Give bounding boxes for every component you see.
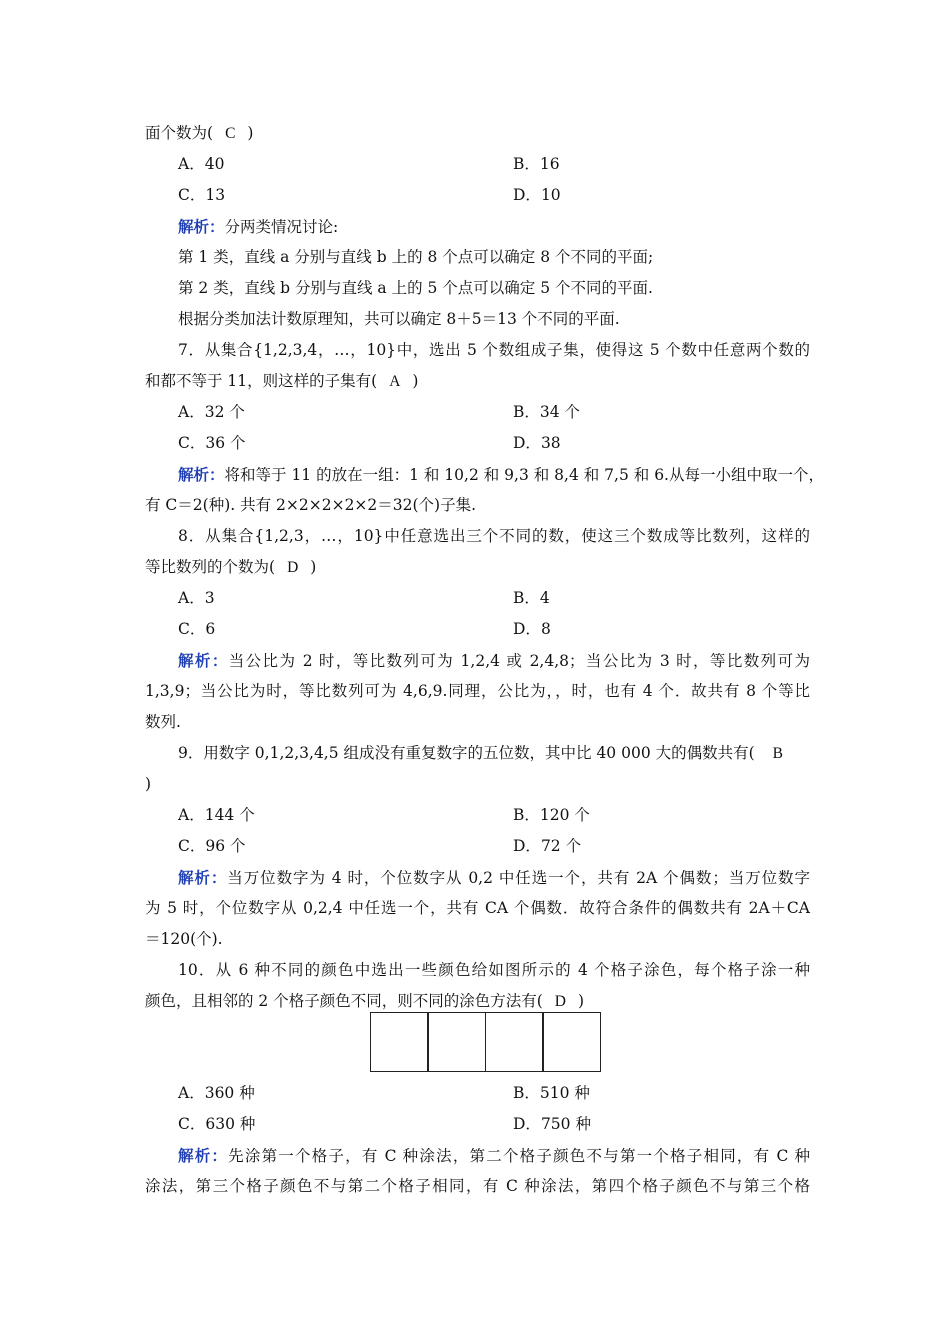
q9-option-d: D．72 个 xyxy=(513,837,582,855)
q7-stem: 7．从集合{1,2,3,4，…，10}中，选出 5 个数组成子集，使得这 5 个数中任意两个数的 xyxy=(178,341,810,359)
q10-option-b: B．510 种 xyxy=(513,1084,590,1102)
q8-option-c: C．6 xyxy=(178,620,216,638)
coloring-grid-figure xyxy=(370,1012,601,1072)
q7-option-c: C．36 个 xyxy=(178,434,246,452)
q8-analysis-line3: 数列. xyxy=(145,713,181,731)
grid-cell xyxy=(542,1012,601,1072)
analysis-label: 解析： xyxy=(178,868,228,887)
q9-option-c: C．96 个 xyxy=(178,837,246,855)
q7-answer: A xyxy=(389,373,401,390)
analysis-label: 解析： xyxy=(178,217,225,236)
q6-analysis-line: 第 2 类，直线 b 分别与直线 a 上的 5 个点可以确定 5 个不同的平面. xyxy=(178,279,653,297)
q7-option-a: A．32 个 xyxy=(178,403,245,421)
q10-stem: 10．从 6 种不同的颜色中选出一些颜色给如图所示的 4 个格子涂色，每个格子涂一种 xyxy=(178,961,810,979)
q10-stem-line2: 颜色，且相邻的 2 个格子颜色不同，则不同的涂色方法有( D ) xyxy=(145,992,585,1010)
q10-analysis-line2: 涂法，第三个格子颜色不与第二个格子相同，有 C 种涂法，第四个格子颜色不与第三个格 xyxy=(145,1177,810,1195)
q7-option-d: D．38 xyxy=(513,434,561,452)
q9-analysis-line2: 为 5 时，个位数字从 0,2,4 中任选一个，共有 CA 个偶数．故符合条件的偶数共有 2A＋CA xyxy=(145,899,810,917)
q9-option-a: A．144 个 xyxy=(178,806,255,824)
q6-analysis-line: 第 1 类，直线 a 分别与直线 b 上的 8 个点可以确定 8 个不同的平面; xyxy=(178,248,654,266)
q6-option-b: B．16 xyxy=(513,155,560,173)
q10-answer: D xyxy=(554,993,566,1010)
q8-option-a: A．3 xyxy=(178,589,215,607)
q7-option-b: B．34 个 xyxy=(513,403,581,421)
q6-answer: C xyxy=(225,125,236,142)
q10-option-a: A．360 种 xyxy=(178,1084,255,1102)
q6-option-a: A．40 xyxy=(178,155,225,173)
analysis-label: 解析： xyxy=(178,1146,229,1165)
q7-analysis: 解析：将和等于 11 的放在一组：1 和 10,2 和 9,3 和 8,4 和 7,5 和 6.从每一小组中取一个， xyxy=(178,465,824,484)
q9-analysis: 解析：当万位数字为 4 时，个位数字从 0,2 中任选一个，共有 2A 个偶数；当万位数字 xyxy=(178,868,810,887)
q8-stem-line2: 等比数列的个数为( D ) xyxy=(145,558,317,576)
q8-option-d: D．8 xyxy=(513,620,551,638)
q6-option-c: C．13 xyxy=(178,186,226,204)
q6-stem: 面个数为( C ) xyxy=(145,124,254,142)
q8-answer: D xyxy=(287,559,299,576)
analysis-label: 解析： xyxy=(178,651,229,670)
grid-cell xyxy=(427,1012,486,1072)
q9-answer: B xyxy=(772,745,784,762)
q8-option-b: B．4 xyxy=(513,589,550,607)
grid-cell xyxy=(370,1012,429,1072)
q6-option-d: D．10 xyxy=(513,186,561,204)
q6-analysis-line: 根据分类加法计数原理知，共可以确定 8＋5＝13 个不同的平面. xyxy=(178,310,620,328)
grid-cell xyxy=(485,1012,544,1072)
q10-option-c: C．630 种 xyxy=(178,1115,256,1133)
q6-analysis: 解析：分两类情况讨论: xyxy=(178,217,339,236)
q10-analysis: 解析：先涂第一个格子，有 C 种涂法，第二个格子颜色不与第一个格子相同，有 C 种 xyxy=(178,1146,810,1165)
q8-analysis-line2: 1,3,9；当公比为时，等比数列可为 4,6,9.同理，公比为，，时，也有 4 个．故共有 8 个等比 xyxy=(145,682,810,700)
q8-analysis: 解析：当公比为 2 时，等比数列可为 1,2,4 或 2,4,8；当公比为 3 时，等比数列可为 xyxy=(178,651,810,670)
q9-analysis-line3: ＝120(个). xyxy=(145,930,223,948)
q7-stem-line2: 和都不等于 11，则这样的子集有( A ) xyxy=(145,372,419,390)
q9-stem: 9．用数字 0,1,2,3,4,5 组成没有重复数字的五位数，其中比 40 000 大的偶数共有( B xyxy=(178,744,784,762)
q9-option-b: B．120 个 xyxy=(513,806,590,824)
q10-option-d: D．750 种 xyxy=(513,1115,591,1133)
q9-stem-close: ) xyxy=(145,775,152,793)
q7-analysis-line2: 有 C＝2(种). 共有 2×2×2×2×2＝32(个)子集. xyxy=(145,496,477,514)
analysis-label: 解析： xyxy=(178,465,225,484)
q8-stem: 8．从集合{1,2,3，…，10}中任意选出三个不同的数，使这三个数成等比数列，这样的 xyxy=(178,527,810,545)
